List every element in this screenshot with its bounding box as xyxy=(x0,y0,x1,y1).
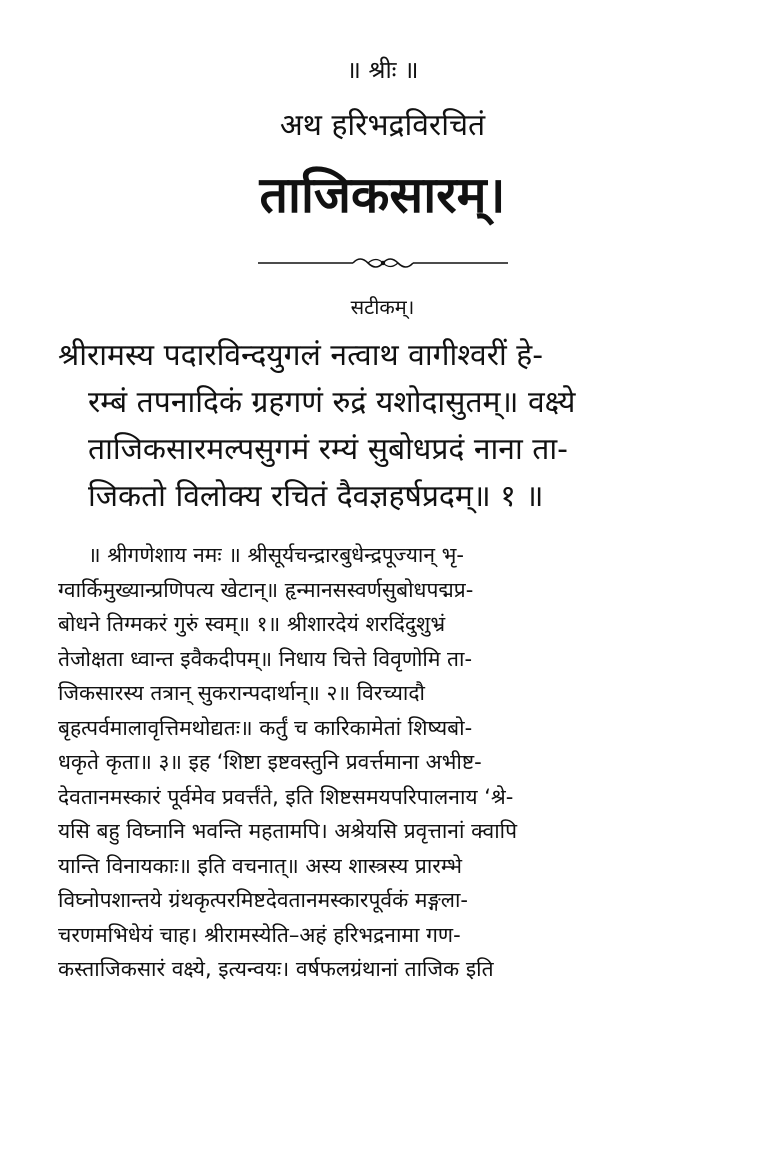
section-label: सटीकम्। xyxy=(350,295,415,319)
commentary-line: विघ्नोपशान्तये ग्रंथकृत्परमिष्टदेवतानमस्कारपूर्वकं मङ्गला- xyxy=(58,888,469,912)
commentary-line: कस्ताजिकसारं वक्ष्ये, इत्यन्वयः। वर्षफलग्रंथानां ताजिक इति xyxy=(58,957,494,981)
commentary-block xyxy=(58,538,707,987)
verse-line: ताजिकसारमल्पसुगमं रम्यं सुबोधप्रदं नाना ता- xyxy=(88,432,568,467)
commentary-line: तेजोक्षता ध्वान्त इवैकदीपम्॥ निधाय चित्ते विवृणोमि ता- xyxy=(58,646,473,671)
subtitle: अथ हरिभद्रविरचितं xyxy=(279,108,486,143)
commentary-line: यसि बहु विघ्नानि भवन्ति महतामपि। अश्रेयसि प्रवृत्तानां क्वापि xyxy=(58,819,517,843)
ornament-icon xyxy=(258,253,508,273)
commentary-line: ग्वार्किमुख्यान्प्रणिपत्य खेटान्॥ हृन्मानसस्वर्णसुबोधपद्मप्र- xyxy=(58,577,474,602)
verse-line: रम्बं तपनादिकं ग्रहगणं रुद्रं यशोदासुतम्॥ वक्ष्ये xyxy=(88,385,576,420)
ornamental-divider xyxy=(58,248,707,278)
verse-line: जिकतो विलोक्य रचितं दैवज्ञहर्षप्रदम्॥ १ ॥ xyxy=(88,479,544,514)
commentary-line: जिकसारस्य तत्रान् सुकरान्पदार्थान्॥ २॥ विरच्यादौ xyxy=(58,681,425,705)
invocation: ॥ श्रीः ॥ xyxy=(346,56,419,84)
commentary-line: चरणमभिधेयं चाह। श्रीरामस्येति–अहं हरिभद्रनामा गण- xyxy=(58,922,461,947)
commentary-line: ॥ श्रीगणेशाय नमः ॥ श्रीसूर्यचन्द्रारबुधेन्द्रपूज्यान् भृ- xyxy=(88,543,464,567)
commentary-line: धकृते कृता॥ ३॥ इह ‘शिष्टा इष्टवस्तुनि प्रवर्त्तमाना अभीष्ट- xyxy=(58,750,482,774)
commentary-line: देवतानमस्कारं पूर्वमेव प्रवर्त्तंते, इति शिष्टसमयपरिपालनाय ‘श्रे- xyxy=(58,784,514,809)
commentary-line: यान्ति विनायकाः॥ इति वचनात्॥ अस्य शास्त्रस्य प्रारम्भे xyxy=(58,853,462,878)
commentary-line: बोधने तिग्मकरं गुरुं स्वम्॥ १॥ श्रीशारदेयं शरदिंदुशुभ्रं xyxy=(58,612,446,636)
page-title: ताजिकसारम्। xyxy=(259,166,506,224)
commentary-line: बृहत्पर्वमालावृत्तिमथोद्यतः॥ कर्तुं च कारिकामेतां शिष्यबो- xyxy=(58,715,473,740)
verse-block xyxy=(58,332,707,520)
verse-line: श्रीरामस्य पदारविन्दयुगलं नत्वाथ वागीश्वरीं हे- xyxy=(58,338,544,373)
